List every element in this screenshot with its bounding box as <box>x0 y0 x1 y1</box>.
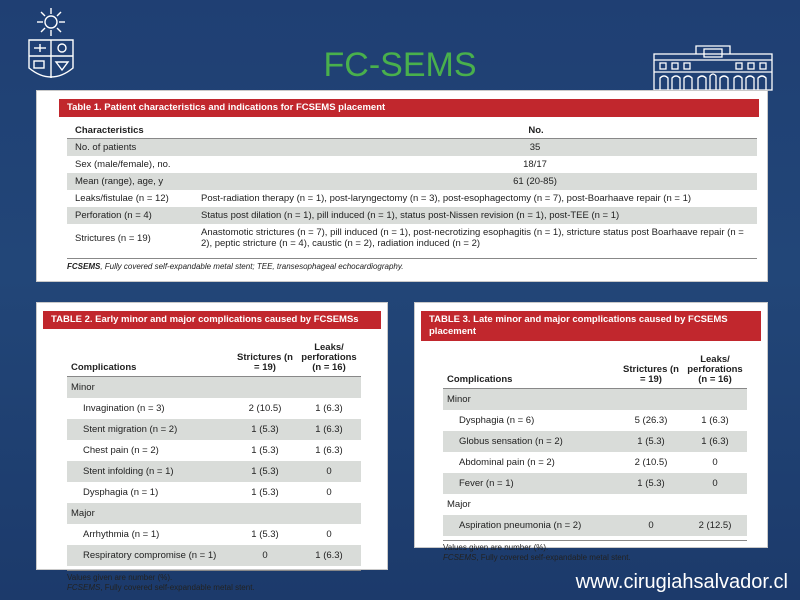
table-row <box>67 190 757 207</box>
table3-caption: TABLE 3. Late minor and major complications caused by FCSEMS placement <box>421 311 761 341</box>
row-leaks: 1 (6.3) <box>315 444 343 456</box>
table-row <box>67 398 361 419</box>
table-row <box>67 419 361 440</box>
row-leaks: 1 (6.3) <box>315 549 343 561</box>
row-strictures: 1 (5.3) <box>251 486 279 498</box>
header-strictures: Strictures (n = 19) <box>237 352 293 373</box>
table-row <box>67 173 757 190</box>
row-leaks: 1 (6.3) <box>701 414 729 426</box>
row-strictures: 1 (5.3) <box>251 465 279 477</box>
table-row <box>443 389 747 410</box>
row-strictures: 2 (10.5) <box>634 456 668 468</box>
table3 <box>443 349 747 563</box>
row-label: Major <box>447 499 471 510</box>
row-strictures: 1 (5.3) <box>251 444 279 456</box>
table-row <box>67 207 757 224</box>
row-label: Stent infolding (n = 1) <box>83 466 174 477</box>
footnote-values: Values given are number (%). <box>443 543 549 552</box>
row-leaks: 0 <box>326 528 332 540</box>
row-label: Mean (range), age, y <box>75 176 164 187</box>
row-label: Perforation (n = 4) <box>75 210 152 221</box>
table-row <box>67 545 361 566</box>
row-label: Stent migration (n = 2) <box>83 424 178 435</box>
row-label: Dysphagia (n = 1) <box>83 487 159 498</box>
row-label: Invagination (n = 3) <box>83 403 165 414</box>
table-row <box>67 224 757 252</box>
table-row <box>67 440 361 461</box>
row-leaks: 0 <box>712 477 718 489</box>
row-value: Status post dilation (n = 1), pill induced (n = 1), status post-Nissen revision (n = 1), post-TEE (n = 1) <box>201 210 620 221</box>
row-value: 18/17 <box>523 159 547 170</box>
row-label: Major <box>71 508 95 519</box>
row-label: Minor <box>71 382 95 393</box>
table-row <box>67 156 757 173</box>
table-row <box>443 452 747 473</box>
row-leaks: 0 <box>326 465 332 477</box>
row-strictures: 0 <box>648 519 654 531</box>
table2-panel <box>36 302 388 592</box>
row-label: Abdominal pain (n = 2) <box>459 457 555 468</box>
header-complications: Complications <box>447 374 513 385</box>
row-value: Post-radiation therapy (n = 1), post-laryngectomy (n = 3), post-esophagectomy (n = 7), post-Boarhaave repair (n = 1) <box>201 193 692 204</box>
table2-header <box>67 337 361 377</box>
table1-caption: Table 1. Patient characteristics and indications for FCSEMS placement <box>59 99 759 117</box>
row-strictures: 1 (5.3) <box>637 477 665 489</box>
row-label: Minor <box>447 394 471 405</box>
header-leaks: Leaks/ perforations (n = 16) <box>301 342 357 373</box>
row-leaks: 1 (6.3) <box>315 423 343 435</box>
table-row <box>443 494 747 515</box>
row-label: Dysphagia (n = 6) <box>459 415 535 426</box>
footnote-values: Values given are number (%). <box>67 573 173 582</box>
row-label: Aspiration pneumonia (n = 2) <box>459 520 582 531</box>
row-label: Sex (male/female), no. <box>75 159 171 170</box>
row-leaks: 1 (6.3) <box>701 435 729 447</box>
table-row <box>443 515 747 536</box>
table3-header <box>443 349 747 389</box>
row-leaks: 0 <box>712 456 718 468</box>
footnote-text: , Fully covered self-expandable metal stent. <box>100 583 255 592</box>
table-row <box>67 377 361 398</box>
footnote-text: , Fully covered self-expandable metal stent; TEE, transesophageal echocardiography. <box>100 262 404 271</box>
row-label: Arrhythmia (n = 1) <box>83 529 160 540</box>
row-strictures: 5 (26.3) <box>634 414 668 426</box>
row-strictures: 2 (10.5) <box>248 402 282 414</box>
row-leaks: 2 (12.5) <box>698 519 732 531</box>
table-row <box>443 410 747 431</box>
hospital-building-icon <box>652 40 774 92</box>
row-label: Globus sensation (n = 2) <box>459 436 563 447</box>
row-label: Chest pain (n = 2) <box>83 445 159 456</box>
row-leaks: 0 <box>326 486 332 498</box>
row-label: Leaks/fistulae (n = 12) <box>75 193 169 204</box>
footnote-abbr: FCSEMS <box>67 583 101 592</box>
table1-header-characteristics: Characteristics <box>75 125 144 136</box>
table1-header-no: No. <box>528 125 544 136</box>
footnote-text: , Fully covered self-expandable metal stent. <box>476 553 631 562</box>
table-row <box>67 461 361 482</box>
row-strictures: 1 (5.3) <box>251 528 279 540</box>
footnote-abbr: FCSEMS <box>443 553 477 562</box>
table2 <box>67 337 361 593</box>
header-complications: Complications <box>71 362 137 373</box>
table-row <box>67 482 361 503</box>
row-value: Anastomotic strictures (n = 7), pill induced (n = 1), post-necrotizing esophagitis (n = 1), stricture status post Boarhaave repair (n = 2), peptic stricture (n = 4), caustic (n = 2), radiation induced (n = 2) <box>201 227 744 249</box>
row-strictures: 1 (5.3) <box>637 435 665 447</box>
table-row <box>443 473 747 494</box>
table1-panel <box>36 90 768 282</box>
table1-footnote <box>67 258 757 271</box>
footnote-abbr: FCSEMS <box>67 262 101 271</box>
table-row <box>67 139 757 156</box>
footer-url: www.cirugiahsalvador.cl <box>575 571 788 593</box>
row-label: Respiratory compromise (n = 1) <box>83 550 217 561</box>
table1-header <box>67 123 757 139</box>
slide-title: FC-SEMS <box>323 46 477 84</box>
header-strictures: Strictures (n = 19) <box>623 364 679 385</box>
table-row <box>67 524 361 545</box>
header-leaks: Leaks/ perforations (n = 16) <box>687 354 743 385</box>
row-label: Fever (n = 1) <box>459 478 514 489</box>
table3-panel <box>414 302 768 562</box>
row-label: Strictures (n = 19) <box>75 232 151 244</box>
row-value: 61 (20-85) <box>513 176 557 187</box>
table2-caption: TABLE 2. Early minor and major complications caused by FCSEMSs <box>43 311 381 329</box>
table-row <box>67 503 361 524</box>
table-row <box>443 431 747 452</box>
row-strictures: 0 <box>262 549 268 561</box>
table2-footnote <box>67 570 361 593</box>
row-label: No. of patients <box>75 142 137 153</box>
table1 <box>67 123 757 271</box>
table3-footnote <box>443 540 747 563</box>
row-value: 35 <box>529 142 541 153</box>
row-strictures: 1 (5.3) <box>251 423 279 435</box>
row-leaks: 1 (6.3) <box>315 402 343 414</box>
